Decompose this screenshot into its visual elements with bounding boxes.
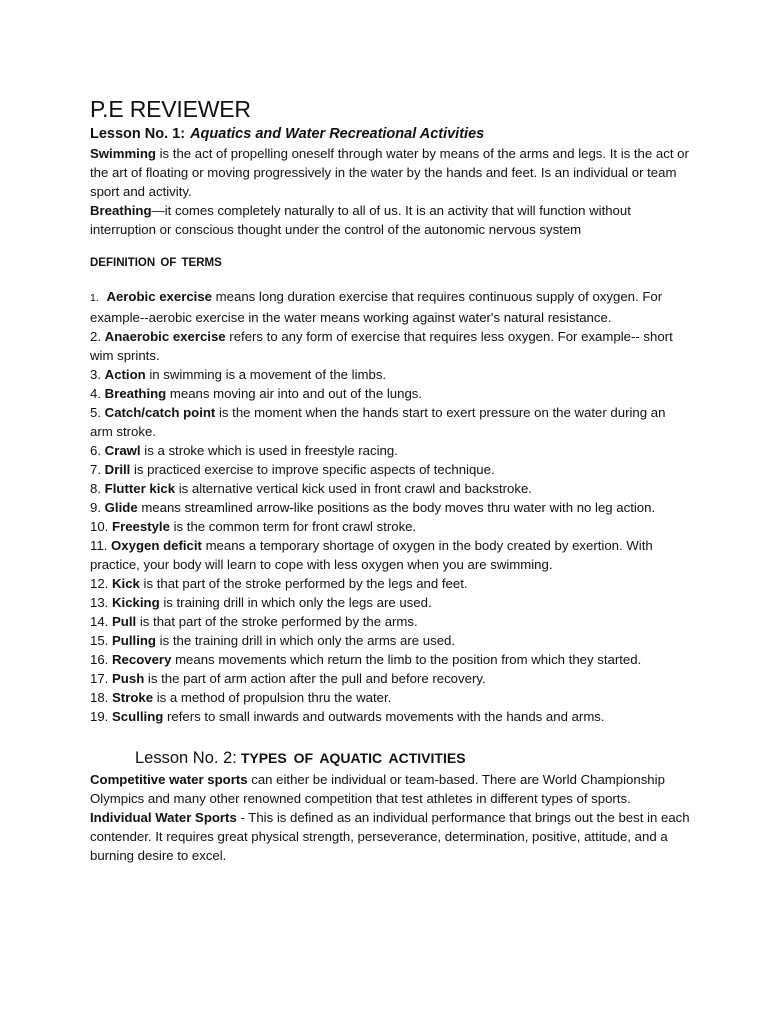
definition-item bbox=[90, 365, 690, 384]
definition-text: is alternative vertical kick used in front crawl and backstroke. bbox=[175, 481, 532, 496]
definition-item bbox=[90, 327, 690, 365]
intro-text: is the act of propelling oneself through water by means of the arms and legs. It is the act or the art of floating or moving progressively in the water by the hands and feet. Is an individual or team sport and activity. bbox=[90, 146, 689, 199]
definition-term: Push bbox=[112, 671, 145, 686]
definition-item bbox=[90, 593, 690, 612]
definition-term: Anaerobic exercise bbox=[104, 329, 226, 344]
definition-item bbox=[90, 460, 690, 479]
definition-item bbox=[90, 498, 690, 517]
definition-text: is a stroke which is used in freestyle racing. bbox=[140, 443, 398, 458]
definition-term: Oxygen deficit bbox=[111, 538, 202, 553]
definition-term: Action bbox=[104, 367, 146, 382]
definition-term: Catch/catch point bbox=[104, 405, 216, 420]
page-title: P.E REVIEWER bbox=[90, 96, 251, 122]
definition-number: 18. bbox=[90, 690, 109, 705]
definition-term: Glide bbox=[104, 500, 138, 515]
definition-number: 10. bbox=[90, 519, 109, 534]
definition-text: means movements which return the limb to the position from which they started. bbox=[171, 652, 642, 667]
definition-number: 19. bbox=[90, 709, 109, 724]
definition-term: Freestyle bbox=[112, 519, 170, 534]
definition-text: is that part of the stroke performed by the legs and feet. bbox=[139, 576, 468, 591]
lesson-2-subtitle: TYPES OF AQUATIC ACTIVITIES bbox=[240, 750, 466, 766]
intro-paragraph-swimming bbox=[90, 144, 690, 201]
definition-text: is a method of propulsion thru the water. bbox=[153, 690, 392, 705]
definition-text: means moving air into and out of the lungs. bbox=[166, 386, 423, 401]
paragraph-text: - This is defined as an individual performance that brings out the best in each contender. It requires great physical strength, perseverance, determination, positive, attitude, and a burning desire to excel. bbox=[90, 810, 690, 863]
definition-number: 6. bbox=[90, 443, 101, 458]
intro-term: Swimming bbox=[90, 146, 156, 161]
definition-item bbox=[90, 517, 690, 536]
definition-text: means streamlined arrow-like positions as the body moves thru water with no leg action. bbox=[137, 500, 656, 515]
definition-number: 12. bbox=[90, 576, 109, 591]
definition-text: refers to any form of exercise that requires less oxygen. For example-- short wim sprints. bbox=[90, 329, 673, 363]
definition-number: 14. bbox=[90, 614, 109, 629]
definition-item bbox=[90, 536, 690, 574]
paragraph-term: Competitive water sports bbox=[90, 772, 248, 787]
paragraph-text: can either be individual or team-based. There are World Championship Olympics and many other renowned competition that test athletes in different types of sports. bbox=[90, 772, 665, 806]
lesson-2-heading bbox=[135, 747, 690, 769]
definition-item bbox=[90, 688, 690, 707]
definition-term: Kick bbox=[112, 576, 140, 591]
definition-text: is the moment when the hands start to exert pressure on the water during an arm stroke. bbox=[90, 405, 666, 439]
definition-text: means a temporary shortage of oxygen in the body created by exertion. With practice, your body will learn to cope with less oxygen when you are swimming. bbox=[90, 538, 653, 572]
definition-text: in swimming is a movement of the limbs. bbox=[145, 367, 387, 382]
lesson-2-paragraph-competitive bbox=[90, 770, 690, 808]
definition-number: 7. bbox=[90, 462, 101, 477]
definition-item bbox=[90, 707, 690, 726]
definition-item bbox=[90, 631, 690, 650]
definition-number: 9. bbox=[90, 500, 101, 515]
definition-item bbox=[90, 479, 690, 498]
intro-text: —it comes completely naturally to all of us. It is an activity that will function without interruption or conscious thought under the control of the autonomic nervous system bbox=[90, 203, 631, 237]
definition-number: 17. bbox=[90, 671, 109, 686]
lesson-2-paragraph-individual bbox=[90, 808, 690, 865]
definition-term: Kicking bbox=[112, 595, 160, 610]
paragraph-term: Individual Water Sports bbox=[90, 810, 237, 825]
definition-text: refers to small inwards and outwards movements with the hands and arms. bbox=[163, 709, 605, 724]
definition-item bbox=[90, 384, 690, 403]
definitions-list bbox=[90, 287, 690, 726]
definition-term: Pulling bbox=[112, 633, 156, 648]
definition-term: Aerobic exercise bbox=[106, 289, 213, 304]
lesson-1-heading bbox=[90, 124, 690, 144]
definition-text: is the part of arm action after the pull and before recovery. bbox=[144, 671, 486, 686]
definition-item bbox=[90, 669, 690, 688]
definition-text: is the training drill in which only the arms are used. bbox=[155, 633, 456, 648]
definition-text: is the common term for front crawl stroke. bbox=[169, 519, 417, 534]
document-page bbox=[90, 94, 690, 865]
definition-term: Stroke bbox=[112, 690, 154, 705]
definition-text: means long duration exercise that requires continuous supply of oxygen. For example--aerobic exercise in the water means working against water's natural resistance. bbox=[90, 289, 663, 325]
definition-term: Recovery bbox=[112, 652, 172, 667]
definition-text: is that part of the stroke performed by the arms. bbox=[136, 614, 418, 629]
definition-item bbox=[90, 650, 690, 669]
lesson-1-subtitle: Aquatics and Water Recreational Activities bbox=[190, 126, 485, 142]
definition-item bbox=[90, 403, 690, 441]
definition-number: 5. bbox=[90, 405, 101, 420]
definition-text: is practiced exercise to improve specific aspects of technique. bbox=[130, 462, 495, 477]
definition-number: 3. bbox=[90, 367, 101, 382]
definition-number: 11. bbox=[90, 538, 108, 553]
definition-text: is training drill in which only the legs are used. bbox=[159, 595, 432, 610]
definition-number: 15. bbox=[90, 633, 109, 648]
definition-item bbox=[90, 441, 690, 460]
intro-paragraph-breathing bbox=[90, 201, 690, 239]
definitions-heading: DEFINITION OF TERMS bbox=[90, 257, 222, 269]
definition-term: Breathing bbox=[104, 386, 167, 401]
definition-term: Sculling bbox=[112, 709, 164, 724]
definition-item bbox=[90, 612, 690, 631]
definition-term: Pull bbox=[112, 614, 137, 629]
definition-item bbox=[90, 287, 690, 327]
intro-term: Breathing bbox=[90, 203, 152, 218]
definition-number: 1. bbox=[90, 292, 99, 304]
lesson-2-label: Lesson No. 2: bbox=[135, 749, 237, 767]
definition-number: 2. bbox=[90, 329, 101, 344]
definition-item bbox=[90, 574, 690, 593]
definition-term: Drill bbox=[104, 462, 131, 477]
definition-number: 13. bbox=[90, 595, 109, 610]
lesson-1-label: Lesson No. 1: bbox=[90, 126, 186, 142]
definition-term: Crawl bbox=[104, 443, 141, 458]
definition-number: 16. bbox=[90, 652, 109, 667]
definition-number: 4. bbox=[90, 386, 101, 401]
definition-term: Flutter kick bbox=[104, 481, 176, 496]
definition-number: 8. bbox=[90, 481, 101, 496]
